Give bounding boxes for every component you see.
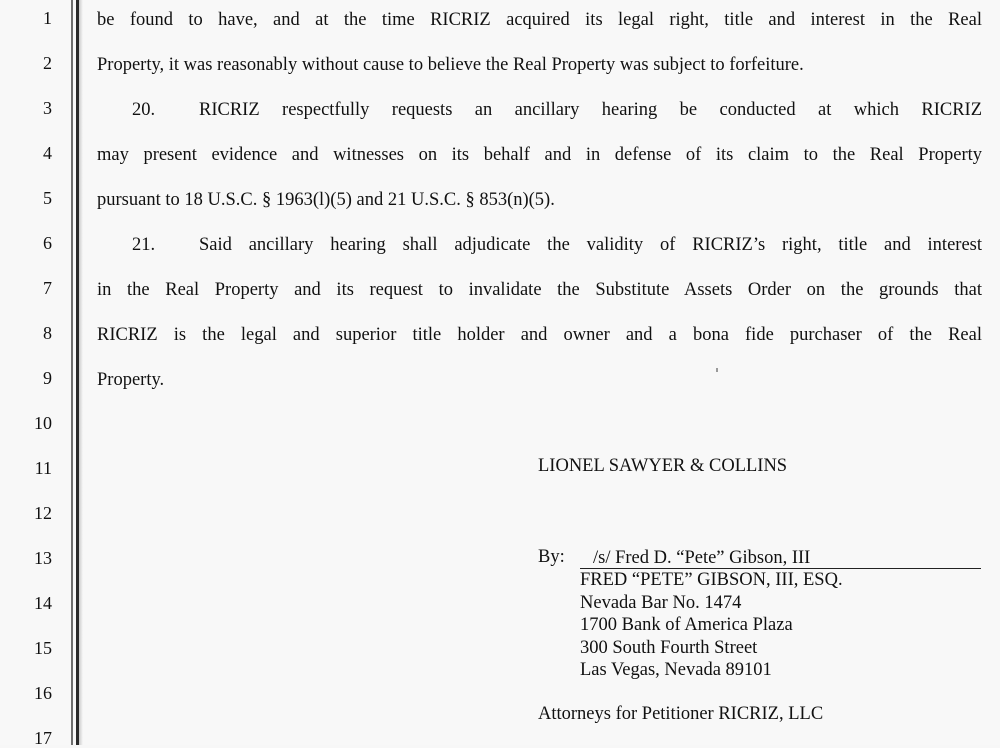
body-text-line: [97, 234, 982, 256]
line-number: 9: [43, 368, 52, 388]
body-text-line: Property.: [97, 370, 165, 390]
line-number-column: [0, 0, 60, 748]
body-text-line: Property, it was reasonably without cause to believe the Real Property was subject to forfeiture.: [97, 55, 804, 75]
body-text-line: [97, 99, 982, 121]
signature-attorney-name: FRED “PETE” GIBSON, III, ESQ.: [580, 570, 843, 590]
signature-bar-number: Nevada Bar No. 1474: [580, 592, 742, 613]
line-number: 2: [43, 53, 52, 73]
line-number: 11: [34, 458, 52, 478]
signature-by-label: By:: [538, 547, 565, 567]
body-text-line: RICRIZ is the legal and superior title holder and owner and a bona fide purchaser of the Real: [97, 325, 982, 345]
line-number: 5: [43, 188, 52, 208]
line-number: 10: [34, 413, 52, 433]
signature-line: /s/ Fred D. “Pete” Gibson, III: [580, 548, 981, 569]
body-text-line: be found to have, and at the time RICRIZ acquired its legal right, title and interest in the Real: [97, 10, 982, 30]
line-number: 1: [43, 8, 52, 28]
signature-address-line-3: Las Vegas, Nevada 89101: [580, 660, 772, 680]
line-number: 3: [43, 98, 52, 118]
signature-attorneys-for: Attorneys for Petitioner RICRIZ, LLC: [538, 704, 824, 724]
body-text-line: pursuant to 18 U.S.C. § 1963(l)(5) and 21 U.S.C. § 853(n)(5).: [97, 190, 555, 210]
line-number: 14: [34, 593, 52, 613]
body-text-line: may present evidence and witnesses on its behalf and in defense of its claim to the Real Property: [97, 145, 982, 165]
line-number: 16: [34, 683, 52, 703]
paragraph-number: 20.: [132, 100, 156, 120]
line-number: 7: [43, 278, 52, 298]
line-number: 6: [43, 233, 52, 253]
body-text-line: in the Real Property and its request to invalidate the Substitute Assets Order on the grounds that: [97, 280, 982, 300]
paragraph-text: RICRIZ respectfully requests an ancillary hearing be conducted at which RICRIZ: [199, 100, 982, 120]
line-number: 8: [43, 323, 52, 343]
line-number: 12: [34, 503, 52, 523]
paragraph-number: 21.: [132, 235, 156, 255]
paragraph-text: Said ancillary hearing shall adjudicate the validity of RICRIZ’s right, title and interest: [199, 235, 982, 255]
line-number: 17: [34, 728, 52, 748]
signature-address-line-2: 300 South Fourth Street: [580, 637, 758, 658]
line-number: 13: [34, 548, 52, 568]
pleading-rule-shadow: [79, 0, 83, 745]
signature-firm-name: LIONEL SAWYER & COLLINS: [538, 456, 788, 476]
pleading-rule-thin: [71, 0, 73, 745]
scan-speck: [716, 368, 718, 372]
signature-address-line-1: 1700 Bank of America Plaza: [580, 615, 793, 635]
line-number: 4: [43, 143, 52, 163]
signature-block: [580, 569, 843, 682]
line-number: 15: [34, 638, 52, 658]
